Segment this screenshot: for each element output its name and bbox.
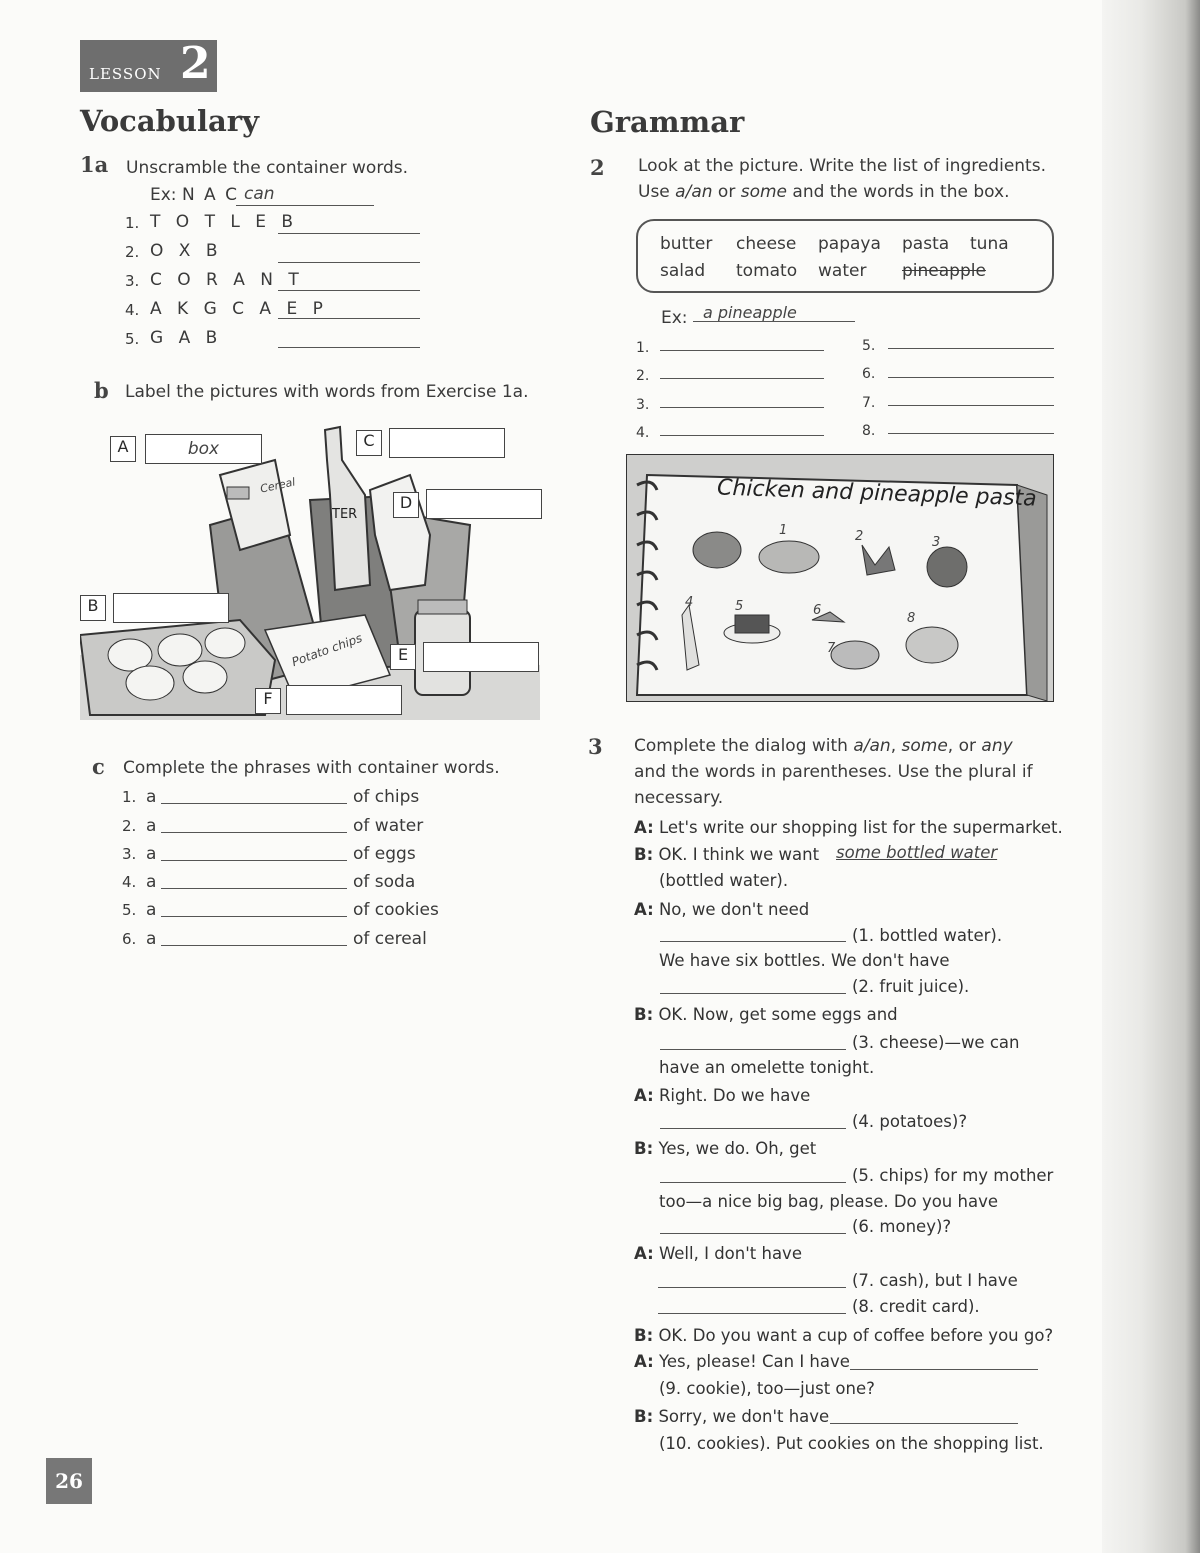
dialog-line: (5. chips) for my mother bbox=[852, 1166, 1054, 1185]
exercise-1c-number: c bbox=[92, 754, 105, 779]
answer-line[interactable] bbox=[660, 407, 824, 408]
dialog-line: (10. cookies). Put cookies on the shopping list. bbox=[659, 1434, 1044, 1453]
phrase-end: of cereal bbox=[353, 929, 427, 949]
example-answer-line bbox=[236, 205, 374, 206]
exercise-1a-example bbox=[150, 185, 239, 205]
dialog-line: (1. bottled water). bbox=[852, 926, 1003, 945]
item-number: 5. bbox=[862, 338, 876, 354]
example-letters: N A C bbox=[181, 185, 239, 205]
answer-line[interactable] bbox=[161, 888, 347, 889]
exercise-2-instruction-line2: Use a/an or some and the words in the box. bbox=[638, 182, 1010, 202]
word-cheese: cheese bbox=[736, 234, 797, 254]
item-number: 1. bbox=[122, 788, 137, 806]
picture-number-2: 2 bbox=[855, 529, 864, 544]
picture-label-e: E bbox=[390, 644, 416, 670]
answer-line[interactable] bbox=[658, 1313, 846, 1314]
item-number: 4. bbox=[125, 301, 140, 319]
example-answer: can bbox=[244, 184, 275, 204]
answer-line[interactable] bbox=[660, 1233, 846, 1234]
chips-bag-text: Potato chips bbox=[289, 630, 365, 670]
dialog-line: B: OK. Do you want a cup of coffee before you go? bbox=[634, 1326, 1054, 1345]
word-box bbox=[636, 219, 1054, 293]
answer-line[interactable] bbox=[161, 832, 347, 833]
item-number: 3. bbox=[122, 845, 137, 863]
dialog-line: (6. money)? bbox=[852, 1217, 952, 1236]
picture-label-c: C bbox=[356, 430, 382, 456]
picture-answer-b[interactable] bbox=[113, 593, 229, 623]
exercise-3-instruction-line2: and the words in parentheses. Use the plural if bbox=[634, 762, 1033, 782]
picture-number-8: 8 bbox=[907, 611, 916, 626]
item-number: 4. bbox=[122, 873, 137, 891]
exercise-2-example-answer: a pineapple bbox=[703, 303, 797, 322]
picture-label-b: B bbox=[80, 595, 106, 621]
word-water: water bbox=[818, 261, 867, 281]
picture-label-d: D bbox=[393, 492, 419, 518]
answer-line[interactable] bbox=[660, 1049, 846, 1050]
example-answer-line bbox=[693, 321, 855, 322]
answer-line[interactable] bbox=[161, 916, 347, 917]
item-number: 4. bbox=[636, 425, 650, 441]
cereal-box-text: Cereal bbox=[259, 475, 297, 496]
picture-number-1: 1 bbox=[779, 523, 788, 538]
dialog-line: A: Right. Do we have bbox=[634, 1086, 811, 1105]
vocabulary-title: Vocabulary bbox=[80, 104, 259, 138]
item-number: 1. bbox=[636, 340, 650, 356]
answer-line[interactable] bbox=[830, 1423, 1018, 1424]
item-number: 2. bbox=[122, 817, 137, 835]
dialog-line: We have six bottles. We don't have bbox=[659, 951, 950, 970]
picture-number-7: 7 bbox=[827, 641, 836, 656]
scrambled-word: C O R A N T bbox=[150, 270, 304, 290]
scrambled-word: O X B bbox=[150, 241, 223, 261]
picture-number-5: 5 bbox=[735, 599, 744, 614]
item-number: 5. bbox=[125, 330, 140, 348]
dialog-line: A: No, we don't need bbox=[634, 900, 810, 919]
article: a bbox=[146, 816, 157, 836]
answer-line[interactable] bbox=[161, 803, 347, 804]
dialog-line: B: OK. Now, get some eggs and bbox=[634, 1005, 898, 1024]
answer-line[interactable] bbox=[278, 318, 420, 319]
picture-answer-a[interactable]: box bbox=[145, 434, 262, 464]
picture-number-6: 6 bbox=[813, 603, 822, 618]
dialog-line: A: Well, I don't have bbox=[634, 1244, 802, 1263]
item-number: 6. bbox=[122, 930, 137, 948]
answer-line[interactable] bbox=[888, 348, 1054, 349]
containers-illustration bbox=[80, 415, 540, 720]
article: a bbox=[146, 929, 157, 949]
dialog-line: (7. cash), but I have bbox=[852, 1271, 1018, 1290]
answer-line[interactable] bbox=[888, 405, 1054, 406]
phrase-end: of water bbox=[353, 816, 424, 836]
dialog-line: (4. potatoes)? bbox=[852, 1112, 968, 1131]
recipe-book-illustration bbox=[626, 454, 1054, 702]
phrase-end: of cookies bbox=[353, 900, 439, 920]
item-number: 3. bbox=[125, 272, 140, 290]
dialog-line: (bottled water). bbox=[659, 871, 789, 890]
answer-line[interactable] bbox=[660, 993, 846, 994]
word-salad: salad bbox=[660, 261, 706, 281]
item-number: 5. bbox=[122, 901, 137, 919]
word-butter: butter bbox=[660, 234, 713, 254]
answer-line[interactable] bbox=[278, 233, 420, 234]
word-tomato: tomato bbox=[736, 261, 798, 281]
answer-line[interactable] bbox=[660, 1128, 846, 1129]
exercise-1c-instruction: Complete the phrases with container words. bbox=[123, 758, 500, 778]
item-number: 7. bbox=[862, 395, 876, 411]
phrase-end: of soda bbox=[353, 872, 416, 892]
exercise-2-number: 2 bbox=[590, 155, 605, 180]
scrambled-word: G A B bbox=[150, 328, 223, 348]
dialog-line: B: OK. I think we want bbox=[634, 845, 820, 864]
lesson-number: 2 bbox=[180, 38, 211, 89]
exercise-1a-number: 1a bbox=[80, 152, 109, 177]
lesson-badge bbox=[80, 40, 217, 92]
answer-line[interactable] bbox=[660, 435, 824, 436]
answer-line[interactable] bbox=[278, 290, 420, 291]
item-number: 2. bbox=[636, 368, 650, 384]
answer-line[interactable] bbox=[278, 262, 420, 263]
exercise-2-example-prefix: Ex: bbox=[661, 308, 688, 328]
page-number: 26 bbox=[46, 1458, 92, 1504]
picture-number-3: 3 bbox=[932, 535, 941, 550]
dialog-line: A: Yes, please! Can I have bbox=[634, 1352, 850, 1371]
answer-line[interactable] bbox=[658, 1287, 846, 1288]
dialog-example-answer: some bottled water bbox=[836, 843, 998, 862]
dialog-line: A: Let's write our shopping list for the supermarket. bbox=[634, 818, 1063, 837]
article: a bbox=[146, 844, 157, 864]
dialog-line: (3. cheese)—we can bbox=[852, 1033, 1020, 1052]
dialog-line: B: Sorry, we don't have bbox=[634, 1407, 830, 1426]
item-number: 2. bbox=[125, 243, 140, 261]
article: a bbox=[146, 900, 157, 920]
picture-number-4: 4 bbox=[685, 595, 694, 610]
article: a bbox=[146, 787, 157, 807]
answer-line[interactable] bbox=[850, 1369, 1038, 1370]
dialog-line: have an omelette tonight. bbox=[659, 1058, 875, 1077]
answer-line[interactable] bbox=[888, 377, 1054, 378]
page-binding-shadow bbox=[1102, 0, 1200, 1553]
picture-answer-f[interactable] bbox=[286, 685, 402, 715]
recipe-title: Chicken and pineapple pasta bbox=[716, 475, 1038, 512]
exercise-3-instruction-line1: Complete the dialog with a/an, some, or any bbox=[634, 736, 1013, 756]
answer-line[interactable] bbox=[660, 941, 846, 942]
dialog-line: too—a nice big bag, please. Do you have bbox=[659, 1192, 998, 1211]
phrase-end: of chips bbox=[353, 787, 420, 807]
item-number: 1. bbox=[125, 214, 140, 232]
lesson-word: LESSON bbox=[89, 65, 162, 83]
answer-line[interactable] bbox=[161, 945, 347, 946]
scrambled-word: T O T L E B bbox=[150, 212, 299, 232]
exercise-1b-instruction: Label the pictures with words from Exercise 1a. bbox=[125, 382, 529, 402]
answer-line[interactable] bbox=[660, 378, 824, 379]
word-papaya: papaya bbox=[818, 234, 881, 254]
picture-answer-d[interactable] bbox=[426, 489, 542, 519]
answer-line[interactable] bbox=[888, 433, 1054, 434]
exercise-1b-number: b bbox=[94, 378, 109, 403]
example-prefix: Ex: bbox=[150, 185, 177, 205]
picture-label-a: A bbox=[110, 436, 136, 462]
dialog-line: (2. fruit juice). bbox=[852, 977, 970, 996]
word-pineapple-crossed: pineapple bbox=[902, 261, 986, 281]
exercise-1a-instruction: Unscramble the container words. bbox=[126, 158, 409, 178]
picture-answer-e[interactable] bbox=[423, 642, 539, 672]
article: a bbox=[146, 872, 157, 892]
scrambled-word: A K G C A E P bbox=[150, 299, 328, 319]
word-pasta: pasta bbox=[902, 234, 950, 254]
answer-line[interactable] bbox=[278, 347, 420, 348]
dialog-line: B: Yes, we do. Oh, get bbox=[634, 1139, 817, 1158]
answer-line[interactable] bbox=[161, 860, 347, 861]
item-number: 6. bbox=[862, 366, 876, 382]
dialog-line: (9. cookie), too—just one? bbox=[659, 1379, 875, 1398]
grammar-title: Grammar bbox=[590, 105, 745, 139]
exercise-2-instruction-line1: Look at the picture. Write the list of ingredients. bbox=[638, 156, 1046, 176]
item-number: 8. bbox=[862, 423, 876, 439]
exercise-3-instruction-line3: necessary. bbox=[634, 788, 724, 808]
item-number: 3. bbox=[636, 397, 650, 413]
answer-line[interactable] bbox=[660, 1182, 846, 1183]
dialog-line: (8. credit card). bbox=[852, 1297, 980, 1316]
picture-label-f: F bbox=[255, 688, 281, 714]
exercise-3-number: 3 bbox=[588, 734, 603, 759]
picture-answer-c[interactable] bbox=[389, 428, 505, 458]
answer-line[interactable] bbox=[660, 350, 824, 351]
word-tuna: tuna bbox=[970, 234, 1009, 254]
phrase-end: of eggs bbox=[353, 844, 416, 864]
water-bottle-text: TER bbox=[332, 507, 358, 522]
